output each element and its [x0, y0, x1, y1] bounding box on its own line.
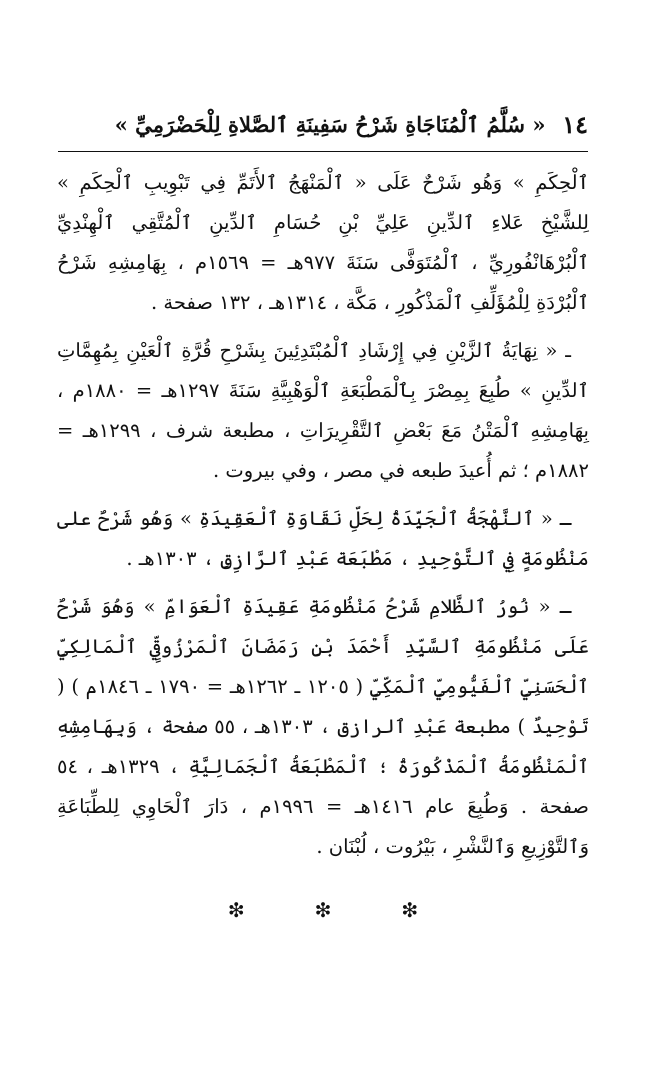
bibliography-entry-nur-al-zalam: ـ « نُورُ ٱلظَّلامِ شَرْحُ مَنْظُومَةِ عَقِيدَةِ ٱلْعَوَامِّ » وَهُوَ شَرْحٌ عَلَى مَنْظُومَةِ ٱلسَّيِّدِ أَحْمَدَ بْنِ رَمَضَانَ ٱلْمَرْزُوقِيِّ ٱلْمَالِكِيِّ ٱلْحَسَنِيِّ ٱلْفَيُّومِيِّ ٱلْمَكِّيِّ ( ١٢٠٥ ـ ١٢٦٢هـ = ١٧٩٠ ـ ١٨٤٦م ) ( تَوْحِيدٌ ) مطبعة عَبْدِ ٱلرازق ، ١٣٠٣هـ ، ٥٥ صفحة ، وَبِهَامِشِهِ ٱلْمَنْظُومَةُ ٱلْمَذْكُورَةُ ؛ ٱلْمَطْبَعَةُ ٱلْجَمَالِيَّةِ ، ١٣٢٩هـ ، ٥٤ صفحة . وَطُبِعَ عام ١٤١٦هـ = ١٩٩٦م ، دَارَ ٱلْحَاوِي لِلطِّبَاعَةِ وَٱلتَّوْزِيعِ وَٱلنَّشْرِ ، بَيْرُوت ، لُبْنَان .	[57, 595, 590, 858]
page-number: ١٤	[562, 109, 588, 139]
section-separator	[0, 898, 646, 922]
bibliography-entry-continued: ٱلْحِكَمِ » وَهُو شَرْحٌ عَلَى « ٱلْمَنْهَجُ ٱلأَتَمِّ فِي تَبْوِيبِ ٱلْحِكَمِ » لِلشَّيْخِ عَلاءِ ٱلدِّينِ عَلِيِّ بْنِ حُسَامِ ٱلدِّينِ ٱلْمُتَّقِي ٱلْهِنْدِيِّ ٱلْبُرْهَانْفُورِيِّ ، ٱلْمُتَوَفَّى سَنَةَ ٩٧٧هـ = ١٥٦٩م ، بِهَامِشِهِ شَرْحُ ٱلْبُرْدَةِ لِلْمُؤَلِّفِ ٱلْمَذْكُورِ ، مَكَّة ، ١٣١٤هـ ، ١٣٢ صفحة .	[57, 171, 589, 314]
page-header	[58, 100, 588, 148]
separator-star-icon: ❇	[401, 898, 419, 922]
header-rule	[58, 151, 588, 152]
separator-star-icon: ❇	[314, 898, 332, 922]
page-body	[57, 163, 589, 875]
bibliography-entry-nihayat-al-zayn: ـ « نِهَايَةُ ٱلزَّيْنِ فِي إِرْشَادِ ٱلْمُبْتَدِئِينَ بِشَرْحِ قُرَّةِ ٱلْعَيْنِ بِمُهِمَّاتِ ٱلدِّينِ » طُبِعَ بِمِصْرَ بِٱلْمَطْبَعَةِ ٱلْوَهْبِيَّةِ سَنَةَ ١٢٩٧هـ = ١٨٨٠م ، بِهَامِشِهِ ٱلْمَتْنُ مَعَ بَعْضِ ٱلتَّقْرِيرَاتِ ، مطبعة شرف ، ١٢٩٩هـ = ١٨٨٢م ؛ ثم أُعيدَ طبعه في مصر ، وفي بيروت .	[57, 339, 589, 482]
bibliography-entry-al-nahja-al-jayyida: ـ « ٱلنَّهْجَةُ ٱلْجَيِّدَةُ لِحَلِّ نَقَاوَةِ ٱلْعَقِيدَةِ » وَهُو شَرْحٌ على مَنْظُومَةٍ فِي ٱلتَّوْحِيدِ ، مَطْبَعَة عَبْدِ ٱلرَّازِقِ ، ١٣٠٣هـ .	[57, 507, 589, 570]
separator-star-icon: ❇	[227, 898, 245, 922]
running-title: « سُلَّمُ ٱلْمُنَاجَاةِ شَرْحُ سَفِينَةِ ٱلصَّلاةِ لِلْحَضْرَمِيِّ »	[114, 111, 546, 137]
